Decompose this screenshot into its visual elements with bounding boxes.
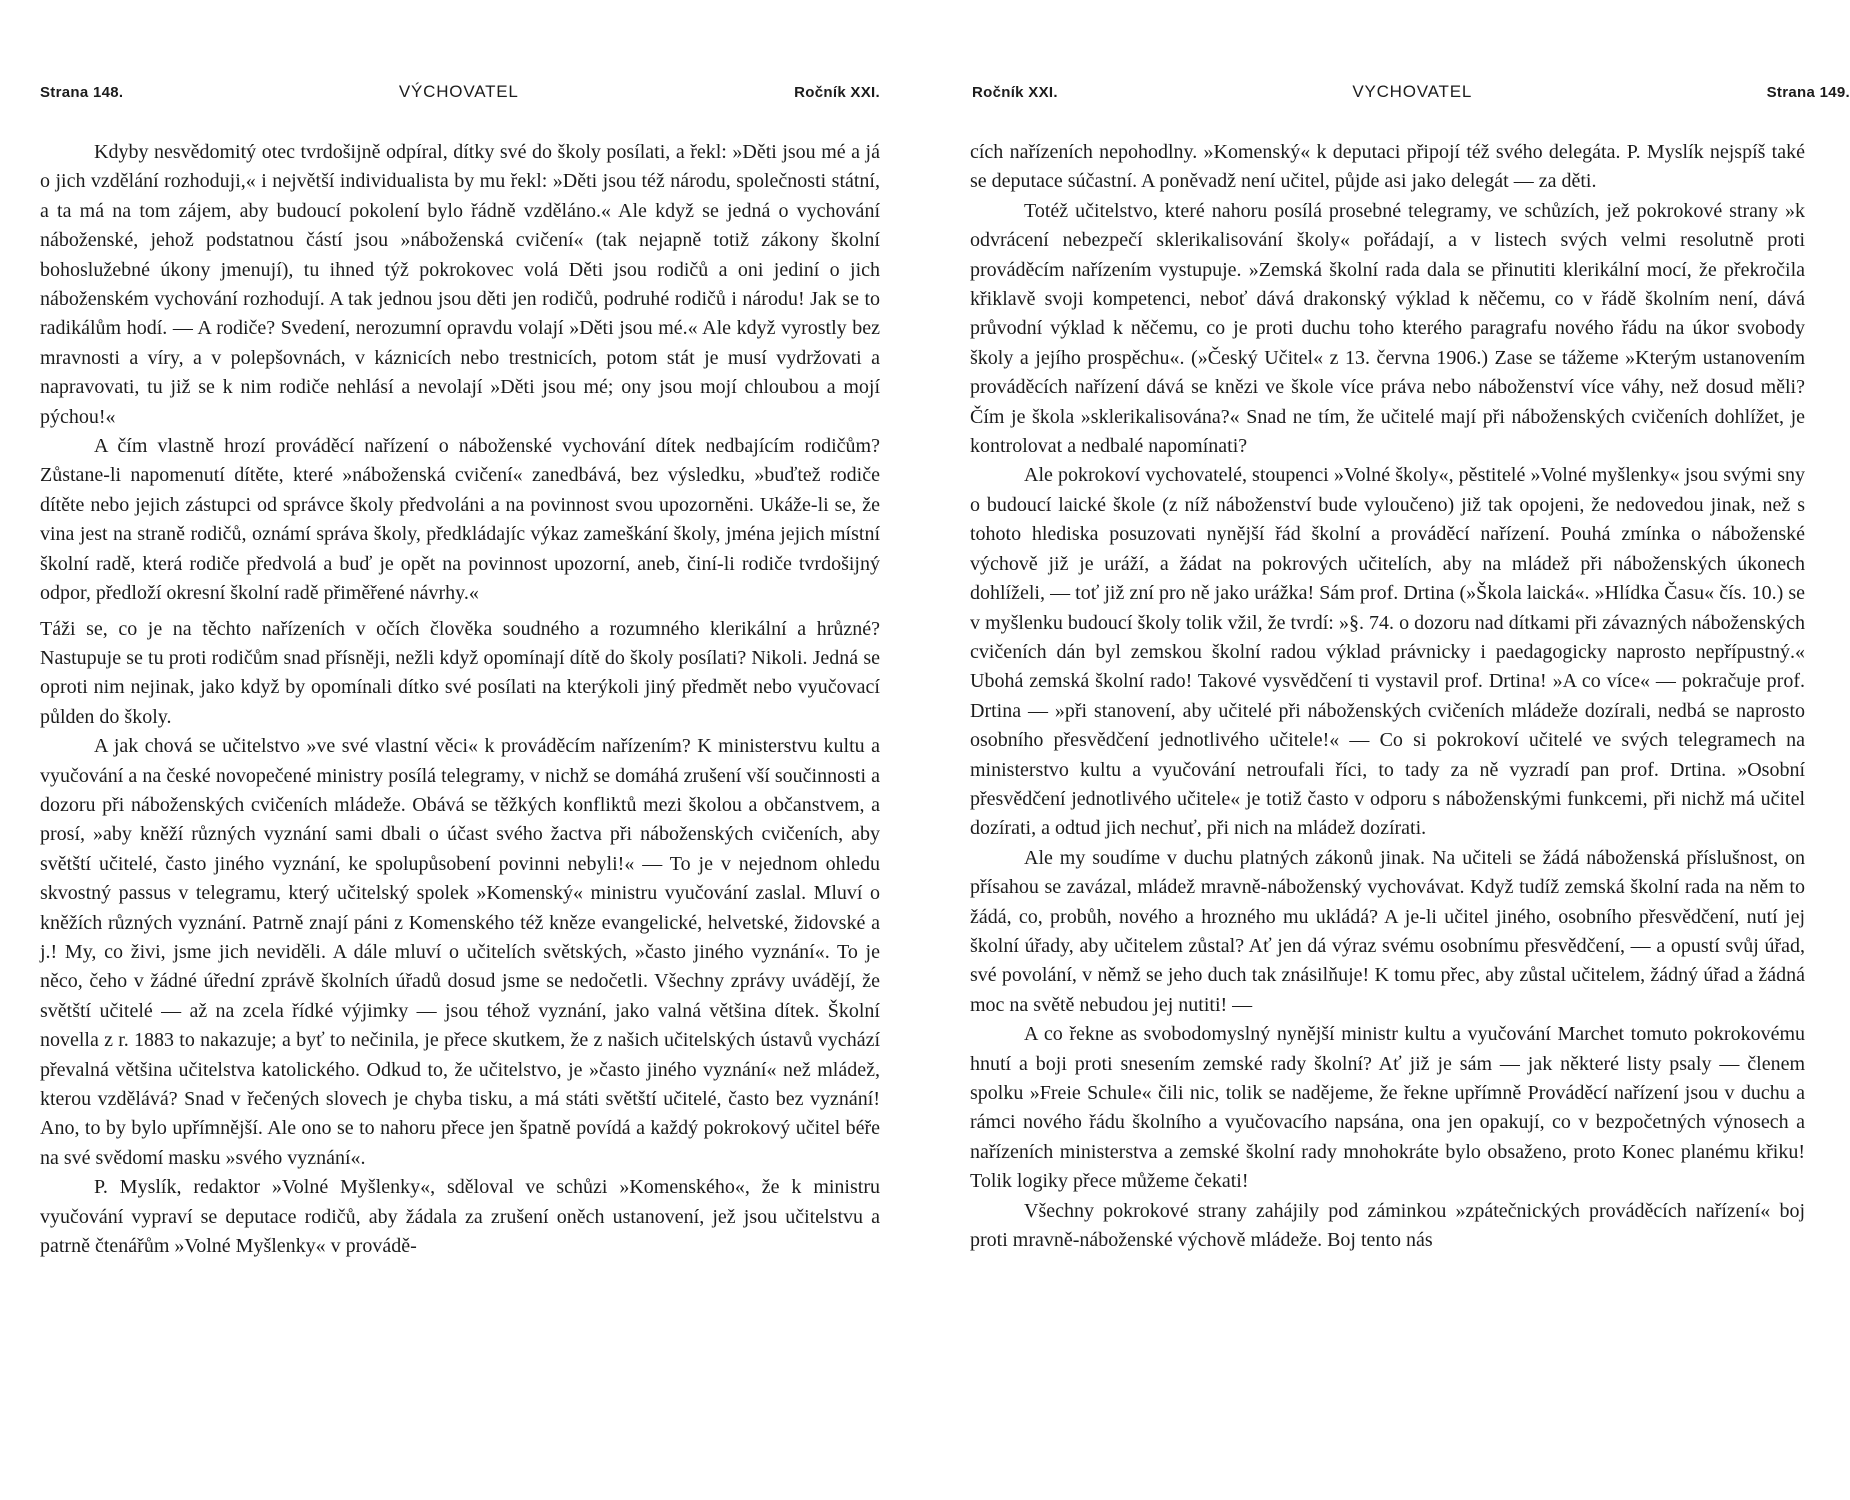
paragraph: A jak chová se učitelstvo »ve své vlastní věci« k prováděcím nařízením? K ministerstvu kultu a vyučování a na české novopečené ministry posílá telegramy, v nichž se domáhá zrušení vší součinnosti a dozoru při náboženských cvičeních mládeže. Obává se těžkých konfliktů mezi školou a občanstvem, a prosí, »aby kněží různých vyznání sami dbali o účast svého žactva při náboženských cvičeních, aby světští učitelé, často jiného vyznání, ke spolupůsobení povinni nebyli!« — To je v nejednom ohledu skvostný passus v telegramu, který učitelský spolek »Komenský« ministru vyučování zaslal. Mluví o kněžích různých vyznání. Patrně znají páni z Komenského též kněze evangelické, helvetské, židovské a j.! My, co živi, jsme jich neviděli. A dále mluví o učitelích světských, »často jiného vyznání«. To je něco, čeho v žádné úřední zprávě školních úřadů dosud jsme se nedočetli. Všechny zprávy uvádějí, že světští učitelé — až na zcela řídké výjimky — jsou téhož vyznání, jako valná většina dítek. Školní novella z r. 1883 to nakazuje; a byť to nečinila, je přece skutkem, že z našich učitelských ústavů vychází převalná většina učitelstva katolického. Odkud to, že učitelstvo, je »často jiného vyznání« než mládež, kterou vzdělává? Snad v řečených slovech je chyba tisku, a má státi světští učitelé, často bez vyznání! Ano, to by bylo upřímnější. Ale ono se to nahoru přece jen špatně povídá a každý pokrokový učitel béře na své svědomí masku »svého vyznání«. — [40, 735, 880, 1169]
paragraph: Všechny pokrokové strany zahájily pod záminkou »zpátečnických prováděcích nařízení« boj proti mravně-náboženské výchově mládeže. Boj tento nás — [970, 1199, 1805, 1252]
page-number: Strana 148. — [40, 84, 124, 101]
page-header — [972, 82, 1850, 102]
volume-label: Ročník XXI. — [794, 84, 880, 101]
journal-title: VYCHOVATEL — [1352, 82, 1473, 101]
page-header — [40, 82, 880, 102]
page-body — [40, 138, 880, 1261]
paragraph: Kdyby nesvědomitý otec tvrdošijně odpíral, dítky své do školy posílati, a řekl: »Děti jsou mé a já o jich vzdělání rozhoduji,« i největší individualista by mu řekl: »Děti jsou též národu, společnosti státní, a ta má na tom zájem, aby budoucí pokolení bylo řádně vzděláno.« Ale když se jedná o vychování náboženské, jehož podstatnou částí jsou »náboženská cvičení« (tak nejapně totiž zákony školní bohoslužebné úkony jmenují), tu ihned týž pokrokovec volá Děti jsou rodičů a oni jediní o jich náboženském vychování rozhodují. A tak jednou jsou děti jen rodičů, podruhé rodičů i národu! Jak se to radikálům hodí. — A rodiče? Svedení, nerozumní opravdu volají »Děti jsou mé.« Ale když vyrostly bez mravnosti a víry, a v polepšovnách, v káznicích nebo trestnicích, potom stát je musí vydržovati a napravovati, tu již se k nim rodiče nehlásí a nevolají »Děti jsou mé; ony jsou mojí chloubou a mojí pýchou!« — [40, 141, 880, 428]
paragraph: Ale pokrokoví vychovatelé, stoupenci »Volné školy«, pěstitelé »Volné myšlenky« jsou svými sny o budoucí laické škole (z níž náboženství bude vyloučeno) již tak opojeni, že nedovedou jinak, než s tohoto hlediska posuzovati nynější řád školní a prováděcí nařízení. Pouhá zmínka o náboženské výchově již je uráží, a žádat na pokrových učitelích, aby na mládež při náboženských úkonech dohlíželi, — toť již zní pro ně jako urážka! Sám prof. Drtina (»Škola laická«. »Hlídka Času« čís. 10.) se v myšlenku budoucí školy tolik vžil, že tvrdí: »§. 74. o dozoru nad dítkami při závazných náboženských cvičeních dán byl zemskou školní radou výklad právnicky i paedagogicky naprosto nepřípustný.« Ubohá zemská školní rado! Takové vysvědčení ti vystavil prof. Drtina! »A co více« — pokračuje prof. Drtina — »při stanovení, aby učitelé při náboženských cvičeních mládeže dozírali, nedbá se naprosto osobního přesvědčení jednotlivého učitele!« — Co si pokrokoví učitelé ve svých telegramech na ministerstvo kultu a vyučování netroufali říci, to tady za ně vyzradí pan prof. Drtina. »Osobní přesvědčení jednotlivého učitele« je totiž často v odporu s náboženskými funkcemi, při nichž má učitel dozírati, a odtud jich nechuť, při nich na mládež dozírati. — [970, 464, 1805, 840]
right-page — [970, 0, 1850, 1500]
paragraph: A čím vlastně hrozí prováděcí nařízení o náboženské vychování dítek nedbajícím rodičům? Zůstane-li napomenutí dítěte, které »náboženská cvičení« zanedbává, bez výsledku, »buďtež rodiče dítěte nebo jejich zástupci od správce školy předvoláni a na povinnost svou upozorněni. Ukáže-li se, že vina jest na straně rodičů, oznámí správa školy, předkládajíc výkaz zameškání školy, jména jejich místní školní radě, která rodiče předvolá a buď je opět na povinnost upozorní, aneb, činí-li rodiče tvrdošijný odpor, předloží okresní školní radě přiměřené návrhy.« — [40, 435, 880, 605]
page-body — [970, 138, 1805, 1255]
paragraph: P. Myslík, redaktor »Volné Myšlenky«, sděloval ve schůzi »Komenského«, že k ministru vyučování vypraví se deputace rodičů, aby žádala za zrušení oněch ustanovení, jež jsou učitelstvu a patrně čtenářům »Volné Myšlenky« v provádě- — [40, 1176, 880, 1258]
paragraph: Táži se, co je na těchto nařízeních v očích člověka soudného a rozumného klerikální a hrůzné? Nastupuje se tu proti rodičům snad přísněji, nežli když opomínají dítě do školy posílati? Nikoli. Jedná se oproti nim nejinak, jako když by opomínali dítko své posílati na kterýkoli jiný předmět nebo vyučovací půlden do školy. — [40, 617, 880, 728]
volume-label: Ročník XXI. — [972, 84, 1058, 101]
journal-title: VÝCHOVATEL — [398, 82, 519, 101]
left-page — [0, 0, 880, 1500]
paragraph: Totéž učitelstvo, které nahoru posílá prosebné telegramy, ve schůzích, jež pokrokové strany »k odvrácení nebezpečí sklerikalisování školy« pořádají, a v listech svých velmi resolutně proti prováděcím nařízením vystupuje. »Zemská školní rada dala se přinutiti klerikální mocí, že překročila křiklavě svoji kompetenci, neboť dává drakonský výklad k něčemu, co v řádě školním není, dává průvodní výklad k něčemu, co je proti duchu toho kterého paragrafu nového řádu na úkor svobody školy a jejího prospěchu«. (»Český Učitel« z 13. června 1906.) Zase se tážeme »Kterým ustanovením prováděcích nařízení dává se knězi ve škole více práva nebo náboženství více váhy, než dosud měli? Čím je škola »sklerikalisována?« Snad ne tím, že učitelé mají při náboženských cvičeních dohlížet, je kontrolovat a nedbalé napomínati? — [970, 199, 1805, 458]
paragraph: cích nařízeních nepohodlny. »Komenský« k deputaci připojí též svého delegáta. P. Myslík nejspíš také se deputace súčastní. A poněvadž není učitel, půjde asi jako delegát — za děti. — [970, 141, 1805, 193]
page-number: Strana 149. — [1766, 84, 1850, 101]
paragraph: A co řekne as svobodomyslný nynější ministr kultu a vyučování Marchet tomuto pokrokovému hnutí a boji proti snesením zemské rady školní? Ať již je sám — jak některé listy psaly — členem spolku »Freie Schule« čili nic, tolik se nadějeme, že řekne upřímně Prováděcí nařízení jsou v duchu a rámci nového řádu školního a vyučovacího napsána, ona jen opakují, co v bezpočetných výnosech a nařízeních ministerstva a zemské školní rady mnohokráte bylo obsaženo, proto Konec planému křiku! Tolik logiky přece můžeme čekati! — [970, 1023, 1805, 1193]
paragraph: Ale my soudíme v duchu platných zákonů jinak. Na učiteli se žádá náboženská příslušnost, on přísahou se zavázal, mládež mravně-náboženský vychovávat. Když tudíž zemská školní rada na něm to žádá, co, probůh, nového a hrozného mu ukládá? A je-li učitel jiného, osobního přesvědčení, nutí jej školní úřady, aby učitelem zůstal? Ať jen dá výraz svému osobnímu přesvědčení, — a opustí svůj úřad, své povolání, v němž se jeho duch tak znásilňuje! K tomu přec, aby zůstal učitelem, žádný úřad a žádná moc na světě nebudou jej nutiti! — — [970, 846, 1805, 1016]
